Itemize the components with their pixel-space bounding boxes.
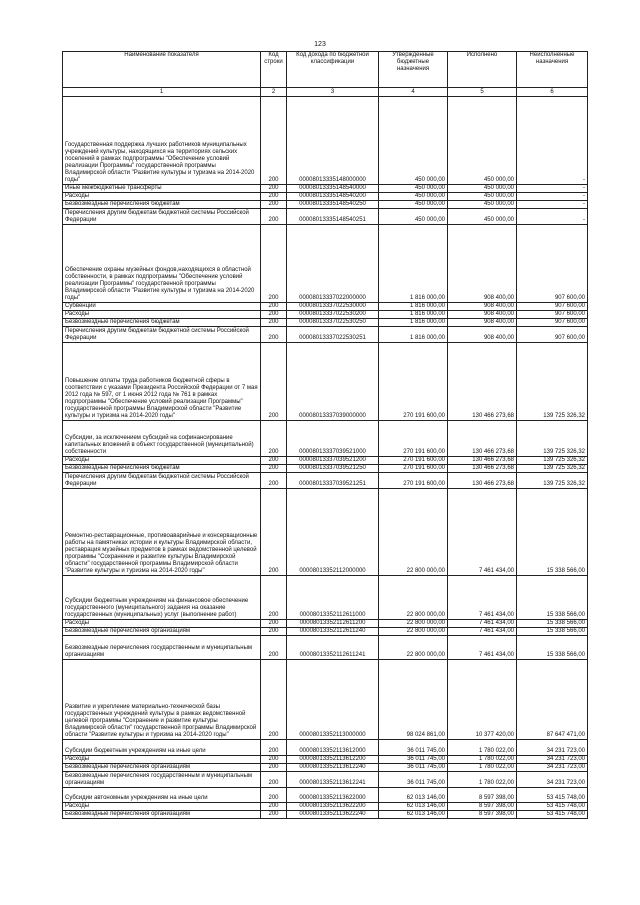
row-line-code: 200	[261, 319, 287, 327]
row-line-code: 200	[261, 489, 287, 576]
row-executed-amount: 908 400,00	[448, 311, 517, 319]
row-name: Безвозмездные перечисления государственным и муниципальным организациям	[63, 772, 261, 788]
row-executed-amount: 10 377 420,00	[448, 660, 517, 740]
table-row	[63, 772, 588, 788]
row-approved-amount: 1 816 000,00	[379, 327, 448, 343]
row-approved-amount: 1 816 000,00	[379, 319, 448, 327]
row-unexecuted-amount: 34 231 723,00	[517, 740, 588, 756]
row-income-code: 00008013352113622240	[287, 811, 379, 819]
row-income-code: 00008013352113612240	[287, 764, 379, 772]
row-income-code: 00008013352113622000	[287, 788, 379, 803]
row-unexecuted-amount: 907 600,00	[517, 225, 588, 303]
row-unexecuted-amount: 87 647 471,00	[517, 660, 588, 740]
table-row	[63, 421, 588, 457]
table-row	[63, 740, 588, 756]
row-unexecuted-amount: 907 600,00	[517, 303, 588, 311]
row-executed-amount: 908 400,00	[448, 303, 517, 311]
row-approved-amount: 1 816 000,00	[379, 225, 448, 303]
row-income-code: 00008013335148540000	[287, 185, 379, 193]
row-income-code: 00008013352113612000	[287, 740, 379, 756]
row-income-code: 00008013352112611240	[287, 628, 379, 636]
row-executed-amount: 7 461 434,00	[448, 489, 517, 576]
row-unexecuted-amount: 15 338 566,00	[517, 636, 588, 660]
table-row	[63, 811, 588, 819]
row-approved-amount: 270 191 600,00	[379, 465, 448, 473]
row-income-code: 00008013337039521251	[287, 473, 379, 489]
row-name: Расходы	[63, 457, 261, 465]
row-unexecuted-amount: -	[517, 193, 588, 201]
row-unexecuted-amount: -	[517, 209, 588, 225]
row-line-code: 200	[261, 311, 287, 319]
row-income-code: 00008013337039000000	[287, 343, 379, 421]
row-executed-amount: 7 461 434,00	[448, 576, 517, 620]
row-name: Субсидии бюджетным учреждениям на иные цели	[63, 740, 261, 756]
row-name: Расходы	[63, 756, 261, 764]
row-unexecuted-amount: 907 600,00	[517, 319, 588, 327]
row-executed-amount: 908 400,00	[448, 225, 517, 303]
column-number: 2	[261, 88, 287, 97]
row-income-code: 00008013352113000000	[287, 660, 379, 740]
row-line-code: 200	[261, 764, 287, 772]
row-approved-amount: 270 191 600,00	[379, 473, 448, 489]
table-row	[63, 576, 588, 620]
row-approved-amount: 22 800 000,00	[379, 576, 448, 620]
row-approved-amount: 62 013 146,00	[379, 788, 448, 803]
row-name: Расходы	[63, 311, 261, 319]
row-unexecuted-amount: 15 338 566,00	[517, 620, 588, 628]
row-line-code: 200	[261, 201, 287, 209]
row-income-code: 00008013337022530000	[287, 303, 379, 311]
row-unexecuted-amount: 139 725 326,32	[517, 457, 588, 465]
row-executed-amount: 7 461 434,00	[448, 620, 517, 628]
row-line-code: 200	[261, 660, 287, 740]
row-name: Субсидии бюджетным учреждениям на финансовое обеспечение государственного (муниципального) задания на оказание государственных (муниципальных) услуг (выполнение работ)	[63, 576, 261, 620]
row-name: Безвозмездные перечисления бюджетам	[63, 465, 261, 473]
row-unexecuted-amount: 53 415 748,00	[517, 788, 588, 803]
table-row	[63, 628, 588, 636]
table-row	[63, 303, 588, 311]
row-income-code: 00008013337022000000	[287, 225, 379, 303]
row-line-code: 200	[261, 772, 287, 788]
row-line-code: 200	[261, 225, 287, 303]
row-name: Расходы	[63, 620, 261, 628]
table-row	[63, 185, 588, 193]
row-approved-amount: 22 800 000,00	[379, 489, 448, 576]
row-income-code: 00008013335148540200	[287, 193, 379, 201]
row-executed-amount: 8 597 398,00	[448, 803, 517, 811]
row-unexecuted-amount: 139 725 326,32	[517, 473, 588, 489]
table-row	[63, 803, 588, 811]
column-number: 4	[379, 88, 448, 97]
row-income-code: 00008013337039521250	[287, 465, 379, 473]
table-row	[63, 209, 588, 225]
table-row	[63, 465, 588, 473]
table-row	[63, 620, 588, 628]
row-approved-amount: 1 816 000,00	[379, 311, 448, 319]
row-name: Безвозмездные перечисления государственным и муниципальным организациям	[63, 636, 261, 660]
row-name: Перечисления другим бюджетам бюджетной системы Российской Федерации	[63, 327, 261, 343]
row-income-code: 00008013337039521000	[287, 421, 379, 457]
row-approved-amount: 270 191 600,00	[379, 457, 448, 465]
row-executed-amount: 130 466 273,68	[448, 465, 517, 473]
row-executed-amount: 7 461 434,00	[448, 636, 517, 660]
table-row	[63, 764, 588, 772]
row-income-code: 00008013335148000000	[287, 97, 379, 185]
row-executed-amount: 130 466 273,68	[448, 343, 517, 421]
row-income-code: 00008013352113612241	[287, 772, 379, 788]
row-income-code: 00008013352113612200	[287, 756, 379, 764]
row-line-code: 200	[261, 803, 287, 811]
row-approved-amount: 62 013 146,00	[379, 803, 448, 811]
row-approved-amount: 270 191 600,00	[379, 421, 448, 457]
row-approved-amount: 270 191 600,00	[379, 343, 448, 421]
row-income-code: 00008013337022530250	[287, 319, 379, 327]
row-line-code: 200	[261, 457, 287, 465]
table-body	[63, 88, 588, 819]
row-line-code: 200	[261, 811, 287, 819]
header-line-code: Код строки	[261, 52, 287, 88]
row-executed-amount: 130 466 273,68	[448, 457, 517, 465]
row-approved-amount: 22 800 000,00	[379, 620, 448, 628]
row-name: Расходы	[63, 193, 261, 201]
row-line-code: 200	[261, 473, 287, 489]
row-name: Развитие и укрепление материально-технической базы государственных учреждений культуры в рамках ведомственной целевой программы "Сохранение и развитие культуры Владимирской области" государственной программы Владимирской области "Развитие культуры и туризма на 2014-2020 годы"	[63, 660, 261, 740]
row-approved-amount: 1 816 000,00	[379, 303, 448, 311]
row-approved-amount: 450 000,00	[379, 209, 448, 225]
row-approved-amount: 450 000,00	[379, 185, 448, 193]
row-line-code: 200	[261, 185, 287, 193]
row-name: Обеспечение охраны музейных фондов,находящихся в областной собственности, в рамках подпрограммы "Обеспечение условий реализации Программы" государственной программы Владимирской области "Развитие культуры и туризма на 2014-2020 годы"	[63, 225, 261, 303]
row-income-code: 00008013337022530200	[287, 311, 379, 319]
budget-report-table	[62, 51, 588, 819]
row-unexecuted-amount: 15 338 566,00	[517, 576, 588, 620]
row-name: Перечисления другим бюджетам бюджетной системы Российской Федерации	[63, 209, 261, 225]
row-executed-amount: 8 597 398,00	[448, 811, 517, 819]
row-name: Перечисления другим бюджетам бюджетной системы Российской Федерации	[63, 473, 261, 489]
row-executed-amount: 450 000,00	[448, 185, 517, 193]
row-line-code: 200	[261, 465, 287, 473]
row-income-code: 00008013337039521200	[287, 457, 379, 465]
row-name: Безвозмездные перечисления бюджетам	[63, 201, 261, 209]
row-name: Безвозмездные перечисления бюджетам	[63, 319, 261, 327]
row-name: Субсидии автономным учреждениям на иные цели	[63, 788, 261, 803]
row-executed-amount: 130 466 273,68	[448, 421, 517, 457]
row-unexecuted-amount: 53 415 748,00	[517, 803, 588, 811]
row-line-code: 200	[261, 628, 287, 636]
row-approved-amount: 36 011 745,00	[379, 756, 448, 764]
row-unexecuted-amount: 139 725 326,32	[517, 421, 588, 457]
row-executed-amount: 450 000,00	[448, 193, 517, 201]
header-approved: Утвержденные бюджетные назначения	[379, 52, 448, 88]
row-executed-amount: 7 461 434,00	[448, 628, 517, 636]
row-unexecuted-amount: 907 600,00	[517, 311, 588, 319]
row-name: Субвенции	[63, 303, 261, 311]
table-row	[63, 327, 588, 343]
row-income-code: 00008013337022530251	[287, 327, 379, 343]
row-executed-amount: 908 400,00	[448, 327, 517, 343]
row-name: Ремонтно-реставрационные, противоаварийные и консервационные работы на памятниках истории и культуры Владимирской области, реставрация музейных предметов в рамках ведомственной целевой программы "Сохранение и развитие культуры Владимирской области" государственной программы Владимирской области "Развитие культуры и туризма на 2014-2020 годы"	[63, 489, 261, 576]
row-approved-amount: 22 800 000,00	[379, 628, 448, 636]
page-number: 123	[314, 41, 326, 48]
row-unexecuted-amount: -	[517, 97, 588, 185]
row-unexecuted-amount: 15 338 566,00	[517, 628, 588, 636]
table-row	[63, 660, 588, 740]
row-approved-amount: 22 800 000,00	[379, 636, 448, 660]
column-number-row	[63, 88, 588, 97]
row-approved-amount: 450 000,00	[379, 201, 448, 209]
row-line-code: 200	[261, 97, 287, 185]
table-row	[63, 343, 588, 421]
row-unexecuted-amount: 139 725 326,32	[517, 343, 588, 421]
row-unexecuted-amount: -	[517, 185, 588, 193]
header-executed: Исполнено	[448, 52, 517, 88]
row-approved-amount: 36 011 745,00	[379, 764, 448, 772]
column-number: 5	[448, 88, 517, 97]
row-line-code: 200	[261, 421, 287, 457]
table-header-row	[63, 52, 588, 88]
row-line-code: 200	[261, 620, 287, 628]
row-name: Безвозмездные перечисления организациям	[63, 764, 261, 772]
row-approved-amount: 36 011 745,00	[379, 772, 448, 788]
table-row	[63, 788, 588, 803]
table-row	[63, 225, 588, 303]
row-income-code: 00008013335148540250	[287, 201, 379, 209]
row-income-code: 00008013352113622200	[287, 803, 379, 811]
table-row	[63, 193, 588, 201]
row-executed-amount: 450 000,00	[448, 201, 517, 209]
row-name: Иные межбюджетные трансферты	[63, 185, 261, 193]
table-row	[63, 489, 588, 576]
row-line-code: 200	[261, 193, 287, 201]
row-line-code: 200	[261, 343, 287, 421]
row-name: Безвозмездные перечисления организациям	[63, 628, 261, 636]
row-approved-amount: 450 000,00	[379, 97, 448, 185]
row-executed-amount: 8 597 398,00	[448, 788, 517, 803]
row-name: Субсидии, за исключением субсидий на софинансирование капитальных вложений в объект государственной (муниципальной) собственности	[63, 421, 261, 457]
column-number: 1	[63, 88, 261, 97]
row-name: Государственная поддержка лучших работников муниципальных учреждений культуры, находящихся на территориях сельских поселений в рамках подпрограммы "Обеспечение условий реализации Программы" государственной программы Владимирской области "Развитие культуры и туризма на 2014-2020 годы"	[63, 97, 261, 185]
row-income-code: 00008013352112611241	[287, 636, 379, 660]
row-income-code: 00008013352112000000	[287, 489, 379, 576]
row-approved-amount: 98 024 861,00	[379, 660, 448, 740]
row-name: Повышение оплаты труда работников бюджетной сферы в соответствии с указами Президента Российской Федерации от 7 мая 2012 года № 597, от 1 июня 2012 года № 761 в рамках подпрограммы "Обеспечение условий реализации Программы" государственной программы Владимирской области "Развитие культуры и туризма на 2014-2020 годы"	[63, 343, 261, 421]
row-line-code: 200	[261, 740, 287, 756]
row-income-code: 00008013352112611000	[287, 576, 379, 620]
row-name: Безвозмездные перечисления организациям	[63, 811, 261, 819]
row-line-code: 200	[261, 576, 287, 620]
row-unexecuted-amount: 34 231 723,00	[517, 764, 588, 772]
row-executed-amount: 1 780 022,00	[448, 764, 517, 772]
table-row	[63, 319, 588, 327]
column-number: 6	[517, 88, 588, 97]
row-executed-amount: 450 000,00	[448, 97, 517, 185]
table-row	[63, 311, 588, 319]
row-line-code: 200	[261, 303, 287, 311]
row-executed-amount: 130 466 273,68	[448, 473, 517, 489]
row-unexecuted-amount: -	[517, 201, 588, 209]
row-income-code: 00008013335148540251	[287, 209, 379, 225]
row-approved-amount: 62 013 146,00	[379, 811, 448, 819]
table-row	[63, 473, 588, 489]
row-unexecuted-amount: 907 600,00	[517, 327, 588, 343]
row-name: Расходы	[63, 803, 261, 811]
header-income-code: Код дохода по бюджетной классификации	[287, 52, 379, 88]
table-row	[63, 756, 588, 764]
row-executed-amount: 908 400,00	[448, 319, 517, 327]
table-row	[63, 97, 588, 185]
row-line-code: 200	[261, 756, 287, 764]
column-number: 3	[287, 88, 379, 97]
header-indicator-name: Наименование показателя	[63, 52, 261, 88]
header-unexecuted: Неисполненные назначения	[517, 52, 588, 88]
row-unexecuted-amount: 53 415 748,00	[517, 811, 588, 819]
row-line-code: 200	[261, 636, 287, 660]
row-unexecuted-amount: 139 725 326,32	[517, 465, 588, 473]
row-income-code: 00008013352112611200	[287, 620, 379, 628]
table-row	[63, 201, 588, 209]
row-line-code: 200	[261, 209, 287, 225]
row-approved-amount: 450 000,00	[379, 193, 448, 201]
table-row	[63, 636, 588, 660]
row-unexecuted-amount: 34 231 723,00	[517, 772, 588, 788]
row-unexecuted-amount: 15 338 566,00	[517, 489, 588, 576]
row-line-code: 200	[261, 788, 287, 803]
row-executed-amount: 1 780 022,00	[448, 756, 517, 764]
table-row	[63, 457, 588, 465]
row-line-code: 200	[261, 327, 287, 343]
row-executed-amount: 1 780 022,00	[448, 772, 517, 788]
row-executed-amount: 1 780 022,00	[448, 740, 517, 756]
row-unexecuted-amount: 34 231 723,00	[517, 756, 588, 764]
row-executed-amount: 450 000,00	[448, 209, 517, 225]
row-approved-amount: 36 011 745,00	[379, 740, 448, 756]
